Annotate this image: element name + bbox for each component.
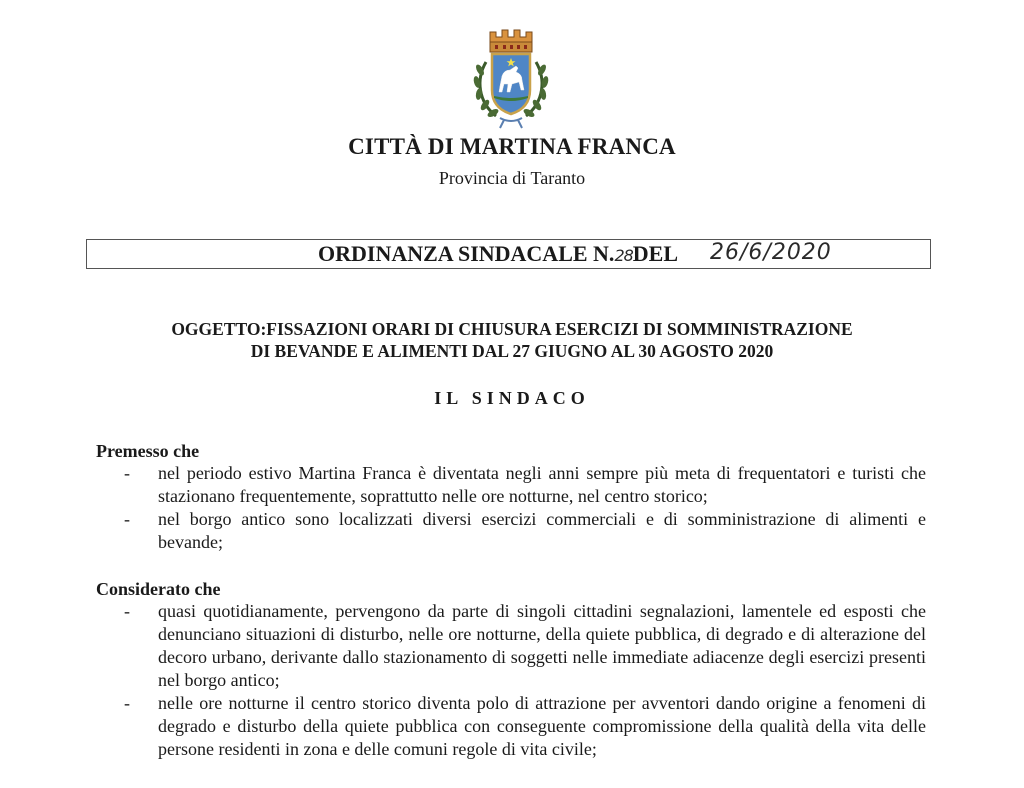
list-item: [96, 462, 926, 508]
ordinance-label: ORDINANZA SINDACALE N.: [318, 241, 615, 266]
coat-of-arms-emblem: [466, 24, 556, 130]
list-item-text: nelle ore notturne il centro storico diventa polo di attrazione per avventori dando origine a fenomeni di degrado e disturbo della quiete pubblica con conseguente compromissione della qualità della vita delle persone residenti in zona e delle comuni regole di vita civile;: [158, 693, 926, 759]
subject-block: [0, 318, 1024, 362]
ordinance-date-handwritten: 26/6/2020: [710, 240, 832, 265]
ordinance-number-handwritten: 28: [614, 246, 633, 265]
section-list-considerato: [96, 600, 926, 761]
ordinance-del-label: DEL: [632, 241, 679, 266]
subject-line-2: DI BEVANDE E ALIMENTI DAL 27 GIUGNO AL 30 AGOSTO 2020: [250, 341, 774, 361]
list-item-text: quasi quotidianamente, pervengono da parte di singoli cittadini segnalazioni, lamentele ed esposti che denunciano situazioni di disturbo, nelle ore notturne, della quiete pubblica, di degrado e di alterazione del decoro urbano, derivante dallo stazionamento di soggetti nelle immediate adiacenze degli esercizi presenti nel borgo antico;: [158, 601, 926, 690]
ordinance-heading: [318, 241, 678, 267]
list-item-text: nel borgo antico sono localizzati diversi esercizi commerciali e di somministrazione di alimenti e bevande;: [158, 509, 926, 552]
bullet-dash: -: [124, 509, 130, 529]
section-list-premesso: [96, 462, 926, 554]
list-item: [96, 692, 926, 761]
section-heading-premesso: Premesso che: [96, 441, 200, 461]
list-item: [96, 508, 926, 554]
city-title: CITTÀ DI MARTINA FRANCA: [348, 134, 676, 159]
authority-heading: IL SINDACO: [434, 388, 590, 408]
subject-line-1: OGGETTO:FISSAZIONI ORARI DI CHIUSURA ESERCIZI DI SOMMINISTRAZIONE: [171, 319, 853, 339]
bullet-dash: -: [124, 601, 130, 621]
bullet-dash: -: [124, 463, 130, 483]
list-item-text: nel periodo estivo Martina Franca è diventata negli anni sempre più meta di frequentatori e turisti che stazionano frequentemente, soprattutto nelle ore notturne, nel centro storico;: [158, 463, 926, 506]
bullet-dash: -: [124, 693, 130, 713]
section-heading-considerato: Considerato che: [96, 579, 221, 599]
list-item: [96, 600, 926, 692]
province-subtitle: Provincia di Taranto: [438, 168, 586, 188]
